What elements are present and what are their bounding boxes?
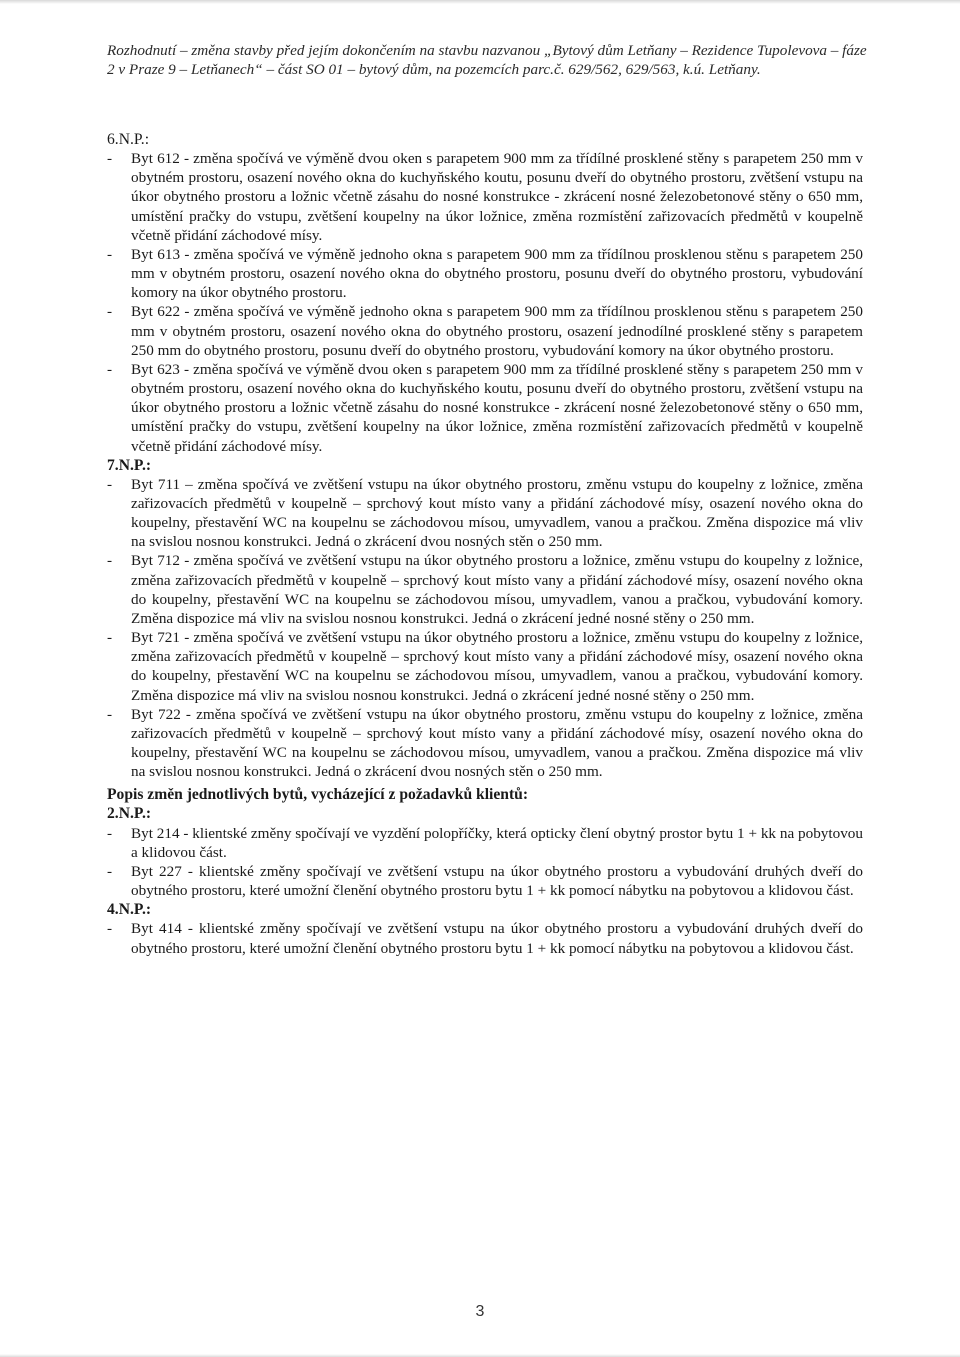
floor-6np-list <box>107 149 863 456</box>
page-number: 3 <box>475 1303 485 1320</box>
list-item-byt-722: - Byt 722 - změna spočívá ve zvětšení vstupu na úkor obytného prostoru, změnu vstupu do koupelny z ložnice, změna zařizovacích předmětů v koupelně – sprchový kout místo vany a přidání záchodové mísy, osazení nového okna do koupelny, přestavění WC na koupelnu se záchodovou mísou, umyvadlem, vanou a pračkou. Změna dispozice má vliv na svislou nosnou konstrukci. Jedná o zkrácení dvou nosných stěn o 250 mm. <box>107 705 863 782</box>
scan-edge-top <box>0 0 960 4</box>
list-item-byt-214: - Byt 214 - klientské změny spočívají ve vyzdění polopříčky, která opticky člení obytný prostor bytu 1 + kk na pobytovou a klidovou část. <box>107 824 863 862</box>
list-item-byt-414: - Byt 414 - klientské změny spočívají ve zvětšení vstupu na úkor obytného prostoru a vybudování druhých dveří do obytného prostoru, které umožní členění obytného prostoru bytu 1 + kk pomocí nábytku na pobytovou a klidovou část. <box>107 919 863 957</box>
document-header: Rozhodnutí – změna stavby před jejím dokončením na stavbu nazvanou „Bytový dům Letňany – Rezidence Tupolevova – fáze 2 v Praze 9 – Letňanech“ – část SO 01 – bytový dům, na pozemcích parc.č. 629/562, 629/563, k.ú. Letňany. <box>107 42 867 78</box>
list-item-byt-721: - Byt 721 - změna spočívá ve zvětšení vstupu na úkor obytného prostoru a ložnice, změnu vstupu do koupelny z ložnice, změna zařizovacích předmětů v koupelně – sprchový kout místo vany a přidání záchodové mísy, osazení nového okna do koupelny, přestavění WC na koupelnu se záchodovou mísou, umyvadlem, vanou a pračkou, vybudování komory. Změna dispozice má vliv na svislou nosnou konstrukci. Jedná o zkrácení jedné nosné stěny o 250 mm. <box>107 628 863 705</box>
document-body <box>107 130 863 958</box>
list-item-byt-622: - Byt 622 - změna spočívá ve výměně jednoho okna s parapetem 900 mm za třídílnou prosklenou stěnu s parapetem 250 mm v obytném prostoru, osazení nového okna do obytného prostoru, osazení jednodílné prosklené stěny s parapetem 250 mm do obytného prostoru, posunu dveří do obytného prostoru, vybudování komory na úkor obytného prostoru. <box>107 302 863 359</box>
floor-2np-list <box>107 824 863 901</box>
list-item-byt-711: - Byt 711 – změna spočívá ve zvětšení vstupu na úkor obytného prostoru, změnu vstupu do koupelny z ložnice, změna zařizovacích předmětů v koupelně – sprchový kout místo vany a přidání záchodové mísy, osazení nového okna do koupelny, přestavění WC na koupelnu se záchodovou mísou, umyvadlem, vanou a pračkou. Změna dispozice má vliv na svislou nosnou konstrukci. Jedná o zkrácení dvou nosných stěn o 250 mm. <box>107 475 863 552</box>
list-item-byt-227: - Byt 227 - klientské změny spočívají ve zvětšení vstupu na úkor obytného prostoru a vybudování druhých dveří do obytného prostoru, které umožní členění obytného prostoru bytu 1 + kk pomocí nábytku na pobytovou a klidovou část. <box>107 862 863 900</box>
floor-7np-list <box>107 475 863 782</box>
floor-heading-6np: 6.N.P.: <box>107 131 150 148</box>
floor-4np-list <box>107 919 863 957</box>
floor-heading-2np: 2.N.P.: <box>107 805 152 823</box>
client-changes-heading: Popis změn jednotlivých bytů, vycházející z požadavků klientů: <box>107 786 529 804</box>
list-item-byt-623: - Byt 623 - změna spočívá ve výměně dvou oken s parapetem 900 mm za třídílné prosklené stěny s parapetem 250 mm v obytném prostoru, osazení nového okna do kuchyňského koutu, posunu dveří do obytného prostoru, zvětšení vstupu na úkor obytného prostoru a ložnic včetně zásahu do nosné konstrukce - zkrácení nosné železobetonové stěny o 650 mm, umístění pračky do vstupu, zvětšení koupelny na úkor ložnice, změna rozmístění zařizovacích předmětů v koupelně včetně přidání záchodové mísy. <box>107 360 863 456</box>
list-item-byt-712: - Byt 712 - změna spočívá ve zvětšení vstupu na úkor obytného prostoru a ložnice, změnu vstupu do koupelny z ložnice, změna zařizovacích předmětů v koupelně – sprchový kout místo vany a přidání záchodové mísy, osazení nového okna do koupelny, přestavění WC na koupelnu se záchodovou mísou, umyvadlem, vanou a pračkou, vybudování komory. Změna dispozice má vliv na svislou nosnou konstrukci. Jedná o zkrácení jedné nosné stěny o 250 mm. <box>107 551 863 628</box>
list-item-byt-612: - Byt 612 - změna spočívá ve výměně dvou oken s parapetem 900 mm za třídílné prosklené stěny s parapetem 250 mm v obytném prostoru, osazení nového okna do kuchyňského koutu, posunu dveří do obytného prostoru, zvětšení vstupu na úkor obytného prostoru a ložnic včetně zásahu do nosné konstrukce - zkrácení nosné železobetonové stěny o 650 mm, umístění pračky do vstupu, zvětšení koupelny na úkor ložnice, změna rozmístění zařizovacích předmětů v koupelně včetně přidání záchodové mísy. <box>107 149 863 245</box>
floor-heading-7np: 7.N.P.: <box>107 456 152 474</box>
floor-heading-4np: 4.N.P.: <box>107 901 152 919</box>
list-item-byt-613: - Byt 613 - změna spočívá ve výměně jednoho okna s parapetem 900 mm za třídílnou prosklenou stěnu s parapetem 250 mm v obytném prostoru, osazení nového okna do obytného prostoru, posunu dveří do obytného prostoru, vybudování komory na úkor obytného prostoru. <box>107 245 863 302</box>
